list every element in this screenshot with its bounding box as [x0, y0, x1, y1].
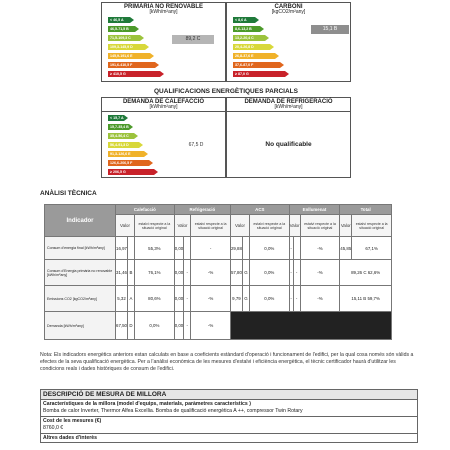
measure-cost-label: Cost de les mesures (€) [43, 418, 102, 424]
carbon-bar-c [233, 35, 265, 41]
carbon-bar-arrow [270, 44, 274, 50]
heating-bar-arrow [149, 160, 153, 166]
primary-bar-g [108, 71, 160, 77]
cell: 0,00 [174, 237, 184, 260]
group-dhw: ACS [230, 205, 289, 215]
primary-bar-label: 109,3-145,9 D [110, 45, 133, 49]
saving-header: estalvi respecte a la situació original [135, 215, 175, 237]
cell: -% [300, 260, 340, 286]
cell: 76,1% [135, 260, 175, 286]
carbon-bar-label: 26,8-37,6 E [235, 54, 254, 58]
cell [242, 237, 249, 260]
primary-bar-arrow [140, 35, 144, 41]
value-header: Valor [340, 215, 352, 237]
indicator-header: Indicador [45, 205, 116, 237]
measure-cost [41, 417, 418, 434]
heating-bar-label: < 15,7 A [110, 116, 124, 120]
cell: -% [191, 312, 231, 340]
measure-char-value: Bomba de calor Inverter, Thermor Alfea Excellia. Bomba de qualificació energètica A ++, compressor Twin Rotary [43, 408, 303, 414]
primary-bar-b [108, 26, 135, 32]
cell: - [293, 260, 300, 286]
cell: 0,0% [135, 312, 175, 340]
carbon-bar-arrow [285, 71, 289, 77]
primary-bar-f [108, 62, 155, 68]
heating-bar-label: 35,4-56,4 C [110, 134, 129, 138]
carbon-bar-label: 8,6-13,2 B [235, 27, 252, 31]
primary-bar-label: 145,9-191,6 E [110, 54, 133, 58]
heating-bar-d [108, 142, 139, 148]
cell: - [184, 260, 191, 286]
carbon-bar-arrow [265, 35, 269, 41]
row-label: Consum d'energia final [kWh/m²any] [45, 237, 116, 260]
table-row [45, 260, 392, 286]
cell [293, 237, 300, 260]
cell: D [128, 312, 135, 340]
analysis-title: ANÀLISI TÈCNICA [40, 190, 97, 197]
cell: 29,88 [230, 237, 242, 260]
primary-bar-arrow [155, 62, 159, 68]
cell: 45,85 [340, 237, 352, 260]
primary-energy-unit: [kWh/m²any] [149, 9, 178, 15]
note-text: Nota: Els indicadors energètics anteriors estan calculats en base a coeficients estàndard d'operació i funcionament de l'edifici, per la qual cosa només són vàlids a efectes de la seva qualificació energètica. Per a l'anàlisi econòmica de les mesures d'estalvi i eficiència energètica, el tècnic certificador haurà d'utilitzar les condicions reals i dades històriques de consum de l'edifici. [40, 352, 414, 372]
heating-bar-arrow [154, 169, 158, 175]
group-lighting: Enllumenat [289, 205, 340, 215]
cell: 0,0% [249, 237, 289, 260]
primary-bar-d [108, 44, 145, 50]
cell: 0,0% [249, 286, 289, 312]
saving-header: estalvi respecte a la situació original [249, 215, 289, 237]
carbon-bar-label: 37,6-87,0 F [235, 63, 254, 67]
row-label: Emissions CO2 [kgCO2/m²any] [45, 286, 116, 312]
cooling-demand-unit: [kWh/m²any] [227, 105, 350, 112]
cell: 31,46 [116, 260, 128, 286]
analysis-table [44, 204, 392, 340]
heating-demand-scale [101, 97, 226, 178]
cell [340, 260, 392, 286]
cooling-demand-title: DEMANDA DE REFRIGERACIÓ [244, 99, 333, 105]
cell: 5,32 [116, 286, 128, 312]
primary-bar-arrow [150, 53, 154, 59]
heating-demand-marker: 67,5 D [176, 141, 216, 150]
heating-bar-e [108, 151, 144, 157]
measure-title: DESCRIPCIÓ DE MESURA DE MILLORA [41, 390, 418, 400]
heating-bar-g [108, 169, 154, 175]
cell: - [293, 286, 300, 312]
cell-total-saving: 62,6% [367, 270, 381, 275]
heating-bar-label: ≥ 206,5 G [110, 170, 126, 174]
cell: 0,0% [249, 260, 289, 286]
carbon-bar-arrow [255, 17, 259, 23]
measure-section [40, 389, 418, 443]
heating-bar-arrow [129, 124, 133, 130]
carbon-title: CARBONI [274, 4, 303, 10]
primary-bar-arrow [130, 17, 134, 23]
primary-bar-label: 46,5-71,5 B [110, 27, 129, 31]
carbon-bar-d [233, 44, 270, 50]
cell: B [128, 260, 135, 286]
cell: - [289, 237, 293, 260]
heating-bar-c [108, 133, 134, 139]
cell: -% [300, 237, 340, 260]
cell-total-value: 15,11 [351, 296, 363, 301]
cell: -% [191, 260, 231, 286]
measure-other-label: Altres dades d'interès [41, 434, 418, 443]
carbon-bar-e [233, 53, 275, 59]
value-header: Valor [289, 215, 300, 237]
primary-bar-arrow [135, 26, 139, 32]
cell: G [242, 260, 249, 286]
cell: -% [300, 286, 340, 312]
value-header: Valor [116, 215, 135, 237]
heating-bar-label: 56,4-91,3 D [110, 143, 129, 147]
cell: - [184, 286, 191, 312]
carbon-bar-label: 13,2-20,4 C [235, 36, 254, 40]
primary-energy-scale [101, 2, 226, 82]
group-heating: Calefacció [116, 205, 175, 215]
heating-bar-label: 15,7-35,4 B [110, 125, 129, 129]
cell-total-value: 89,26 [351, 270, 363, 275]
primary-bar-a [108, 17, 130, 23]
heating-bar-label: 126,6-206,5 F [110, 161, 133, 165]
primary-bar-label: 191,6-410,5 F [110, 63, 133, 67]
carbon-bar-arrow [275, 53, 279, 59]
heating-bar-label: 91,3-126,6 E [110, 152, 131, 156]
group-cooling: Refrigeració [174, 205, 230, 215]
table-row [45, 237, 392, 260]
carbon-bar-f [233, 62, 280, 68]
carbon-marker: 15,1 B [311, 25, 349, 34]
cooling-demand-value: No qualificable [265, 141, 312, 148]
heating-bar-arrow [144, 151, 148, 157]
cell: 0,00 [174, 286, 184, 312]
analysis-table-wrap [44, 204, 392, 340]
cell: 0,00 [174, 260, 184, 286]
heating-bar-a [108, 115, 124, 121]
group-total: Total [340, 205, 392, 215]
carbon-bar-arrow [280, 62, 284, 68]
primary-bar-label: 71,5-109,3 C [110, 36, 131, 40]
cell: - [289, 260, 293, 286]
cell: A [128, 286, 135, 312]
cell: 9,79 [230, 286, 242, 312]
carbon-unit: [kgCO2/m²any] [271, 9, 306, 15]
carbon-bar-arrow [260, 26, 264, 32]
cell: 0,00 [174, 312, 184, 340]
primary-bar-c [108, 35, 140, 41]
cell [184, 237, 191, 260]
carbon-bar-a [233, 17, 255, 23]
cell [340, 286, 392, 312]
saving-header: estalvi respecte a la situació original [191, 215, 231, 237]
primary-bar-arrow [145, 44, 149, 50]
cell-total-letter: B [363, 296, 367, 301]
cell: G [242, 286, 249, 312]
carbon-bar-label: < 8,6 A [235, 18, 247, 22]
value-header: Valor [174, 215, 191, 237]
primary-bar-label: ≥ 410,5 G [110, 72, 126, 76]
primary-energy-marker: 89,2 C [172, 35, 214, 44]
cell: - [184, 312, 191, 340]
primary-bar-e [108, 53, 150, 59]
table-row [45, 312, 392, 340]
blacked-out-area [230, 312, 391, 340]
heating-bar-f [108, 160, 149, 166]
table-row [45, 286, 392, 312]
primary-energy-title: PRIMÀRIA NO RENOVABLE [123, 4, 203, 10]
row-label: Consum d'Energia primària no renovable [kWh/m²any] [45, 260, 116, 286]
measure-char-label: Característiques de la millora (model d'equips, materials, paràmetres característics ) [43, 401, 251, 407]
cell: 55,3% [135, 237, 175, 260]
cell: - [289, 286, 293, 312]
carbon-bar-g [233, 71, 285, 77]
primary-bar-label: < 46,5 A [110, 18, 124, 22]
measure-table [40, 389, 418, 443]
cell: - [191, 237, 231, 260]
cell: 80,6% [135, 286, 175, 312]
saving-header: estalvi respecte a la situació original [352, 215, 392, 237]
cell: 57,80 [230, 260, 242, 286]
carbon-scale [226, 2, 351, 82]
cooling-demand-box [226, 97, 351, 178]
primary-bar-arrow [160, 71, 164, 77]
carbon-bar-label: ≥ 87,0 G [235, 72, 249, 76]
partial-qualifications-title: QUALIFICACIONS ENERGÈTIQUES PARCIALS [154, 88, 298, 95]
heating-bar-b [108, 124, 129, 130]
cell-total-letter: C [363, 270, 367, 275]
carbon-bar-label: 20,4-26,8 D [235, 45, 254, 49]
heating-bar-arrow [139, 142, 143, 148]
heating-bar-arrow [134, 133, 138, 139]
cell: -% [191, 286, 231, 312]
cell: 67,50 [116, 312, 128, 340]
row-label: Demanda [kWh/m²any] [45, 312, 116, 340]
heating-bar-arrow [124, 115, 128, 121]
cell: 67,1% [352, 237, 392, 260]
value-header: Valor [230, 215, 249, 237]
carbon-bar-b [233, 26, 260, 32]
measure-cost-value: 8760,0 € [43, 425, 64, 431]
cell-total-saving: 59,7% [367, 296, 380, 301]
heating-demand-title: DEMANDA DE CALEFACCIÓ [122, 99, 205, 105]
measure-characteristics [41, 400, 418, 417]
heating-demand-unit: [kWh/m²any] [102, 105, 225, 112]
cell [128, 237, 135, 260]
cell: 16,97 [116, 237, 128, 260]
saving-header: estalvi respecte a la situació original [300, 215, 340, 237]
